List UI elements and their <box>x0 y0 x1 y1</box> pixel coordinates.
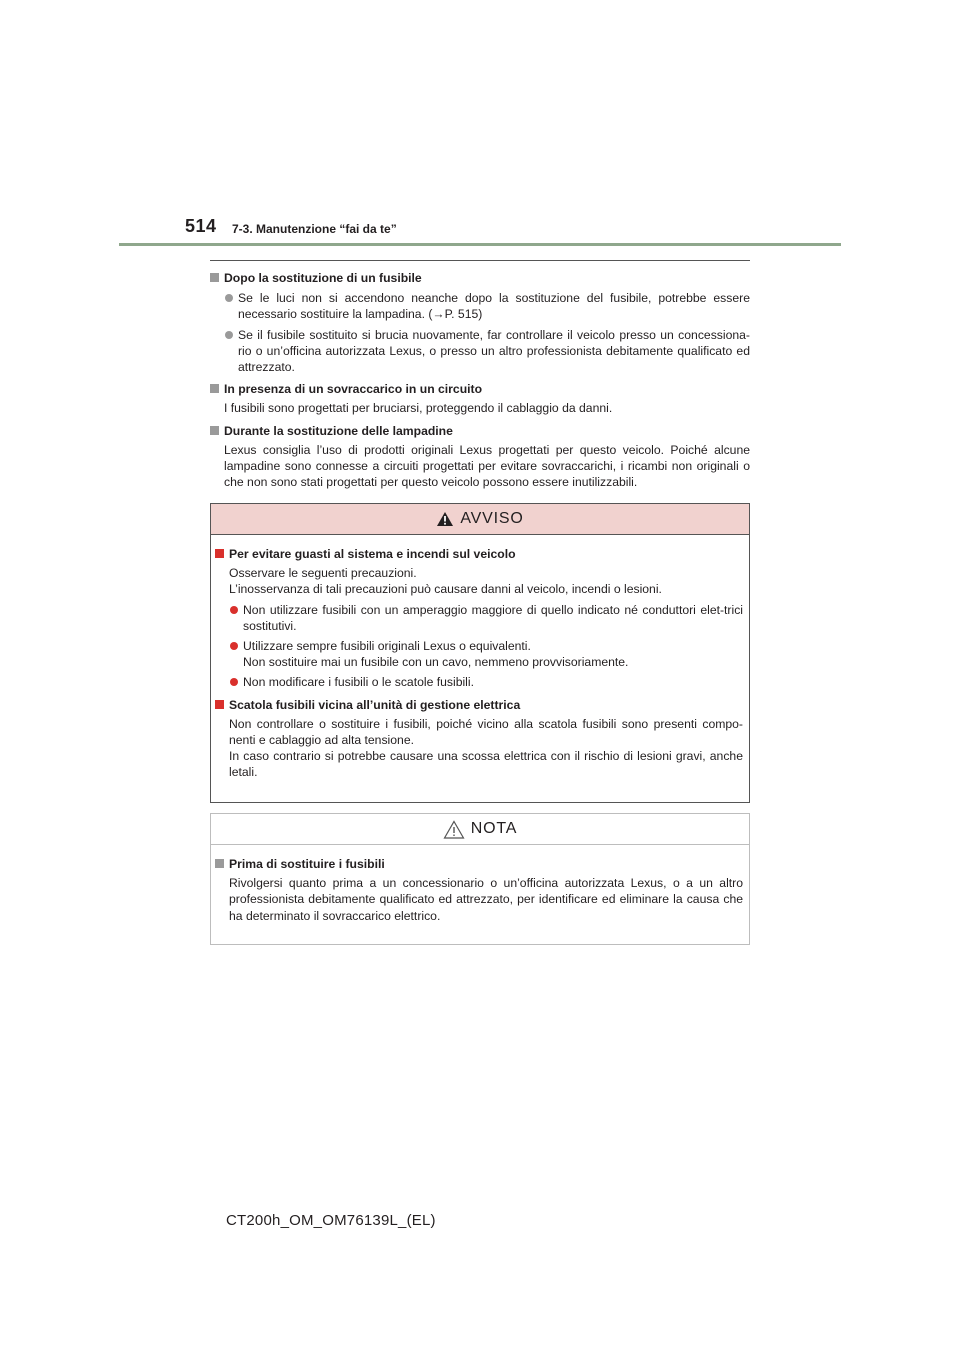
section-paragraph: I fusibili sono progettati per bruciarsi, proteggendo il cablaggio da danni. <box>224 401 613 416</box>
section-heading <box>210 381 750 397</box>
warning-bullet <box>215 674 743 690</box>
warning-triangle-icon <box>436 511 454 527</box>
warning-bullet-text: Non sostituire mai un fusibile con un cavo, nemmeno provvisoriamente. <box>243 655 629 670</box>
warning-bullet-text: Non modificare i fusibili o le scatole fusibili. <box>243 675 474 690</box>
warning-heading <box>215 697 743 713</box>
section-heading-text: In presenza di un sovraccarico in un circuito <box>224 382 483 397</box>
square-bullet-icon <box>215 859 224 868</box>
round-bullet-icon <box>230 606 238 614</box>
round-bullet-icon <box>225 331 233 339</box>
square-bullet-icon <box>215 549 224 558</box>
warning-box <box>210 503 750 803</box>
note-title: NOTA <box>470 819 518 837</box>
header-rule <box>119 243 841 246</box>
note-paragraph: Rivolgersi quanto prima a un concessionario o un’officina autorizzata Lexus, o a un altro professionista debitamente qualificato ed attrezzato, per identificare ed eliminare la causa che ha determinato il sovraccarico elettrico. <box>229 876 743 923</box>
bullet-item <box>210 290 750 322</box>
bullet-item <box>210 327 750 376</box>
warning-bullet-text: Non utilizzare fusibili con un amperaggio maggiore di quello indicato né conduttori elet-trici sostitutivi. <box>243 602 743 633</box>
warning-title: AVVISO <box>460 509 524 527</box>
square-bullet-icon <box>210 273 219 282</box>
square-bullet-icon <box>210 426 219 435</box>
warning-text-line: Non controllare o sostituire i fusibili, poiché vicino alla scatola fusibili sono presenti compo-nenti e cablaggio ad alta tensione. <box>229 716 743 748</box>
warning-bullet <box>215 638 743 670</box>
section-heading-text: Dopo la sostituzione di un fusibile <box>224 271 422 285</box>
note-heading-text: Prima di sostituire i fusibili <box>229 857 385 871</box>
warning-bullet <box>215 602 743 634</box>
section-heading <box>210 423 750 439</box>
section-title: 7-3. Manutenzione “fai da te” <box>232 222 397 236</box>
warning-text-line: L’inosservanza di tali precauzioni può causare danni al veicolo, incendi o lesioni. <box>229 582 662 597</box>
caution-outline-triangle-icon <box>443 820 465 839</box>
note-box <box>210 813 750 945</box>
warning-paragraph <box>215 716 743 781</box>
main-content <box>210 270 750 490</box>
warning-text-line: In caso contrario si potrebbe causare una scossa elettrica con il rischio di lesioni gravi, anche letali. <box>229 749 743 780</box>
warning-heading-text: Scatola fusibili vicina all’unità di gestione elettrica <box>229 697 521 712</box>
note-body <box>211 845 749 924</box>
square-bullet-icon <box>210 384 219 393</box>
note-header <box>211 814 749 845</box>
warning-bullet-text: Utilizzare sempre fusibili originali Lexus o equivalenti. <box>243 639 531 654</box>
note-heading <box>215 856 743 872</box>
square-bullet-icon <box>215 700 224 709</box>
bullet-text: Se il fusibile sostituito si brucia nuovamente, far controllare il veicolo presso un concessiona-rio o un’officina autorizzata Lexus, o presso un altro professionista debitamente qualificato ed attrezzato. <box>238 327 750 375</box>
round-bullet-icon <box>230 642 238 650</box>
section-heading-text: Durante la sostituzione delle lampadine <box>224 423 453 438</box>
warning-header <box>211 504 749 535</box>
section-paragraph: Lexus consiglia l’uso di prodotti originali Lexus progettati per questo veicolo. Poiché alcune lampadine sono connesse a circuiti progettati per evitare sovraccarichi, i ricambi non originali o che non sono stati progettati per questo veicolo possono essere inutilizzabili. <box>224 442 750 490</box>
round-bullet-icon <box>230 678 238 686</box>
warning-heading-text: Per evitare guasti al sistema e incendi sul veicolo <box>229 547 516 561</box>
section-heading <box>210 270 750 286</box>
warning-body <box>211 535 749 781</box>
content-rule <box>210 260 750 261</box>
warning-text-line: Osservare le seguenti precauzioni. <box>229 566 417 581</box>
round-bullet-icon <box>225 294 233 302</box>
document-code: CT200h_OM_OM76139L_(EL) <box>226 1212 436 1229</box>
page-number: 514 <box>185 216 217 236</box>
warning-paragraph <box>215 565 743 597</box>
warning-heading <box>215 546 743 562</box>
bullet-text: Se le luci non si accendono neanche dopo la sostituzione del fusibile, potrebbe essere necessario sostituire la lampadina. (→P. 515) <box>238 291 750 322</box>
